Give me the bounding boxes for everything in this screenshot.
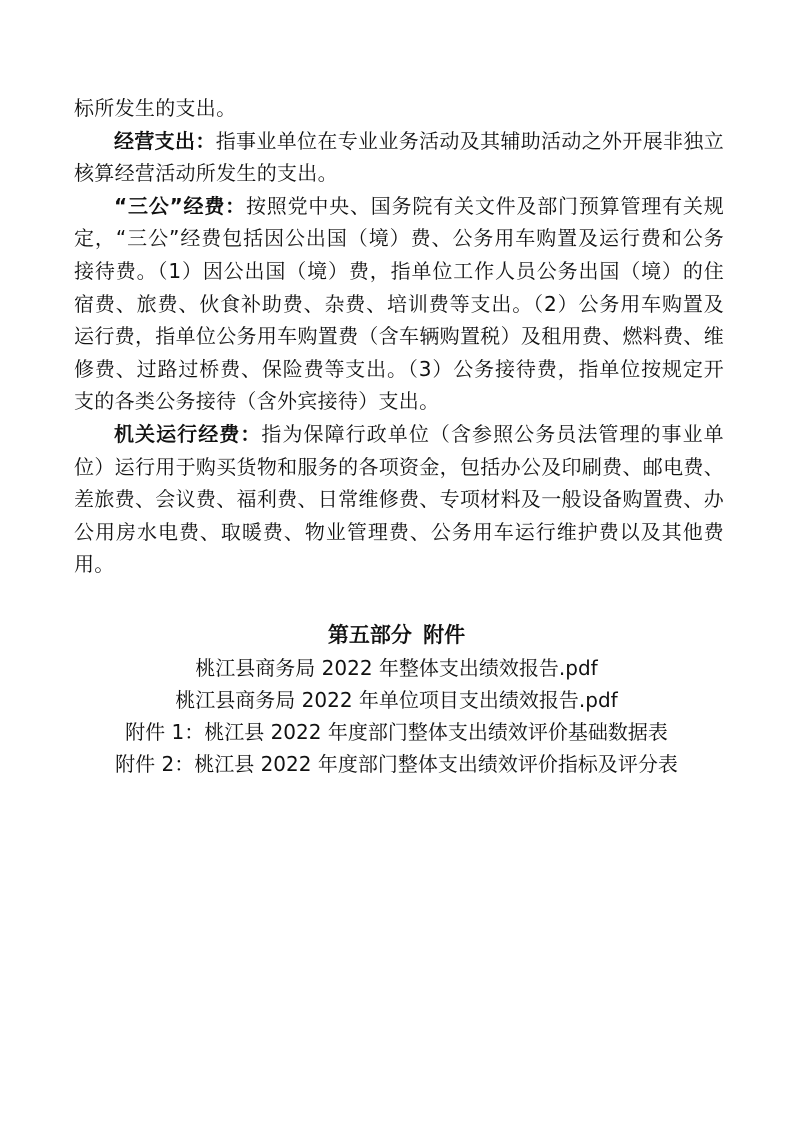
- definition-three-public-expenses: 按照党中央、国务院有关文件及部门预算管理有关规定，“三公”经费包括因公出国（境）费、公务用车购置及运行费和公务接待费。（1）因公出国（境）费，指单位工作人员公务出国（境）的住宿费、旅费、伙食补助费、杂费、培训费等支出。（2）公务用车购置及运行费，指单位公务用车购置费（含车辆购置税）及租用费、燃料费、维修费、过路过桥费、保险费等支出。（3）公务接待费，指单位按规定开支的各类公务接待（含外宾接待）支出。: [74, 193, 725, 414]
- paragraph-business-expenditure: [74, 125, 724, 190]
- paragraph-text: 标所发生的支出。: [74, 96, 237, 120]
- attachment-link-overall-report[interactable]: 桃江县商务局 2022 年整体支出绩效报告.pdf: [195, 656, 598, 680]
- term-three-public-expenses: “三公”经费：: [114, 193, 246, 218]
- definition-business-expenditure: 指事业单位在专业业务活动及其辅助活动之外开展非独立核算经营活动所发生的支出。: [74, 128, 725, 186]
- attachments-section: [60, 618, 733, 780]
- definitions-text: [74, 92, 724, 581]
- section-title: 第五部分 附件: [327, 623, 466, 647]
- paragraph-continuation: [74, 92, 724, 125]
- term-business-expenditure: 经营支出：: [114, 128, 216, 153]
- paragraph-agency-operating-funds: [74, 418, 724, 581]
- attachment-link-basic-data-table[interactable]: 附件 1：桃江县 2022 年度部门整体支出绩效评价基础数据表: [125, 720, 668, 744]
- attachment-link-project-report[interactable]: 桃江县商务局 2022 年单位项目支出绩效报告.pdf: [175, 688, 618, 712]
- definition-agency-operating-funds: 指为保障行政单位（含参照公务员法管理的事业单位）运行用于购买货物和服务的各项资金，包括办公及印刷费、邮电费、差旅费、会议费、福利费、日常维修费、专项材料及一般设备购置费、办公用房水电费、取暖费、物业管理费、公务用车运行维护费以及其他费用。: [74, 421, 724, 577]
- term-agency-operating-funds: 机关运行经费：: [114, 421, 262, 446]
- attachment-link-indicator-score-table[interactable]: 附件 2：桃江县 2022 年度部门整体支出绩效评价指标及评分表: [115, 752, 678, 776]
- paragraph-three-public-expenses: [74, 190, 724, 418]
